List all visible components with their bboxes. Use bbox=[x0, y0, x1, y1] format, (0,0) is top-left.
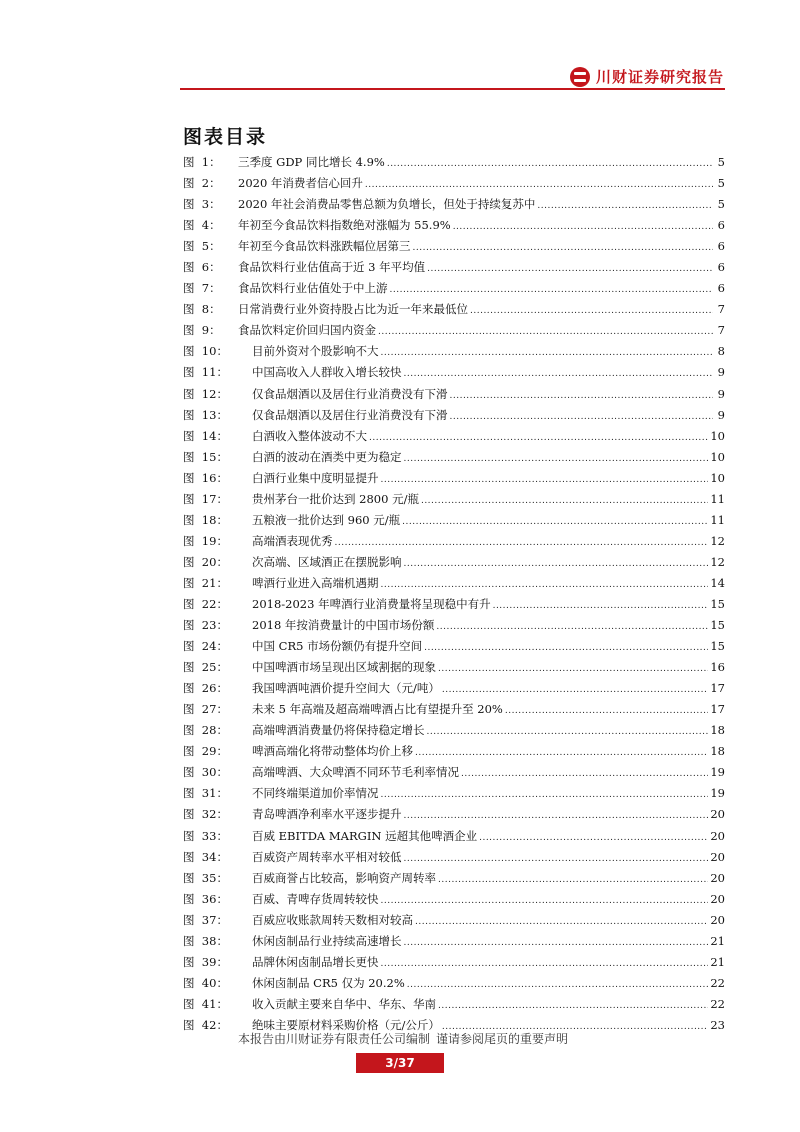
toc-entry-leader bbox=[404, 364, 714, 385]
toc-entry-page[interactable]: 18 bbox=[710, 744, 725, 759]
report-header-brand bbox=[570, 66, 724, 87]
toc-entry-number: 图 41： bbox=[183, 996, 228, 1011]
toc-entry-number: 图 20： bbox=[183, 554, 228, 569]
toc-entry[interactable] bbox=[183, 699, 725, 720]
toc-entry-title[interactable]: 三季度 GDP 同比增长 4.9% bbox=[238, 155, 385, 169]
toc-entry-number: 图 3： bbox=[183, 197, 221, 212]
toc-entry-leader bbox=[438, 996, 708, 1017]
toc-entry-page[interactable]: 16 bbox=[710, 660, 725, 675]
footer-disclaimer-right: 谨请参阅尾页的重要声明 bbox=[436, 1032, 569, 1046]
toc-entry[interactable] bbox=[183, 826, 725, 847]
toc-entry[interactable] bbox=[183, 405, 725, 426]
toc-entry[interactable] bbox=[183, 741, 725, 762]
toc-entry-title[interactable]: 百威资产周转率水平相对较低 bbox=[252, 849, 402, 864]
toc-entry-number: 图 38： bbox=[183, 933, 228, 948]
toc-entry-page[interactable]: 20 bbox=[710, 807, 725, 822]
toc-entry-number: 图 32： bbox=[183, 807, 228, 822]
toc-entry[interactable] bbox=[183, 552, 725, 573]
toc-entry-page[interactable]: 20 bbox=[710, 849, 725, 864]
toc-entry-leader bbox=[381, 954, 709, 975]
toc-entry-page[interactable]: 9 bbox=[717, 407, 725, 422]
toc-entry-number: 图 10： bbox=[183, 344, 228, 359]
toc-entry-leader bbox=[461, 764, 708, 785]
toc-entry-leader bbox=[438, 659, 708, 680]
toc-entry-title[interactable]: 白酒的波动在酒类中更为稳定 bbox=[252, 449, 402, 464]
toc-entry-number: 图 30： bbox=[183, 765, 228, 780]
toc-entry-page[interactable]: 20 bbox=[710, 870, 725, 885]
toc-entry-leader bbox=[453, 217, 713, 238]
toc-entry-page[interactable]: 8 bbox=[717, 344, 725, 359]
toc-entry-title[interactable]: 仅食品烟酒以及居住行业消费没有下滑 bbox=[252, 386, 448, 401]
toc-entry-number: 图 42： bbox=[183, 1017, 228, 1032]
toc-entry[interactable] bbox=[183, 804, 725, 825]
toc-entry-number: 图 29： bbox=[183, 744, 228, 759]
toc-entry-page[interactable]: 10 bbox=[710, 428, 725, 443]
toc-entry[interactable] bbox=[183, 994, 725, 1015]
toc-entry-page[interactable]: 10 bbox=[710, 470, 725, 485]
toc-entry-number: 图 39： bbox=[183, 954, 228, 969]
toc-entry-page[interactable]: 21 bbox=[710, 954, 725, 969]
toc-entry-leader bbox=[421, 491, 708, 512]
toc-entry-title[interactable]: 中国 CR5 市场份额仍有提升空间 bbox=[252, 639, 423, 654]
toc-list bbox=[183, 152, 725, 1036]
toc-entry-number: 图 19： bbox=[183, 533, 228, 548]
toc-entry-leader bbox=[427, 259, 713, 280]
toc-entry-number: 图 25： bbox=[183, 660, 228, 675]
toc-entry[interactable] bbox=[183, 889, 725, 910]
toc-entry-title[interactable]: 次高端、区域酒正在摆脱影响 bbox=[252, 554, 402, 569]
toc-entry-page[interactable]: 5 bbox=[717, 155, 725, 169]
toc-entry-leader bbox=[381, 891, 709, 912]
toc-entry[interactable] bbox=[183, 468, 725, 489]
toc-entry-number: 图 28： bbox=[183, 723, 228, 738]
toc-entry[interactable] bbox=[183, 720, 725, 741]
toc-entry-number: 图 18： bbox=[183, 512, 228, 527]
toc-entry-title[interactable]: 收入贡献主要来自华中、华东、华南 bbox=[252, 996, 436, 1011]
toc-entry-page[interactable]: 9 bbox=[717, 365, 725, 380]
toc-entry[interactable] bbox=[183, 868, 725, 889]
toc-entry-page[interactable]: 6 bbox=[717, 281, 725, 296]
toc-entry-title[interactable]: 休闲卤制品 CR5 仅为 20.2% bbox=[252, 975, 405, 990]
toc-entry-title[interactable]: 五粮液一批价达到 960 元/瓶 bbox=[252, 512, 401, 527]
toc-entry[interactable] bbox=[183, 489, 725, 510]
toc-entry-leader bbox=[404, 554, 709, 575]
toc-entry-title[interactable]: 白酒行业集中度明显提升 bbox=[252, 470, 379, 485]
toc-entry-page[interactable]: 7 bbox=[717, 302, 725, 317]
toc-entry-page[interactable]: 17 bbox=[710, 702, 725, 717]
toc-entry-number: 图 22： bbox=[183, 596, 228, 611]
toc-entry[interactable] bbox=[183, 299, 725, 320]
toc-entry-page[interactable]: 21 bbox=[710, 933, 725, 948]
toc-entry-number: 图 8： bbox=[183, 302, 221, 317]
toc-entry-title[interactable]: 不同终端渠道加价率情况 bbox=[252, 786, 379, 801]
toc-entry-title[interactable]: 仅食品烟酒以及居住行业消费没有下滑 bbox=[252, 407, 448, 422]
toc-entry-leader bbox=[505, 701, 709, 722]
toc-entry[interactable] bbox=[183, 152, 725, 173]
toc-entry-leader bbox=[442, 680, 708, 701]
toc-entry[interactable] bbox=[183, 320, 725, 341]
toc-entry[interactable] bbox=[183, 952, 725, 973]
toc-entry-page[interactable]: 6 bbox=[717, 260, 725, 275]
toc-entry-number: 图 21： bbox=[183, 575, 228, 590]
toc-entry-number: 图 24： bbox=[183, 639, 228, 654]
toc-entry-page[interactable]: 11 bbox=[710, 491, 725, 506]
toc-entry-number: 图 26： bbox=[183, 681, 228, 696]
toc-entry-page[interactable]: 15 bbox=[710, 596, 725, 611]
toc-entry-page[interactable]: 20 bbox=[710, 891, 725, 906]
toc-entry-title[interactable]: 2020 年消费者信心回升 bbox=[238, 176, 363, 191]
company-logo-icon bbox=[570, 67, 590, 87]
toc-entry-title[interactable]: 百威商誉占比较高，影响资产周转率 bbox=[252, 870, 436, 885]
toc-entry[interactable] bbox=[183, 762, 725, 783]
toc-entry[interactable] bbox=[183, 426, 725, 447]
toc-entry[interactable] bbox=[183, 973, 725, 994]
toc-entry-title[interactable]: 2018 年按消费量计的中国市场份额 bbox=[252, 618, 435, 633]
toc-entry-title[interactable]: 百威应收账款周转天数相对较高 bbox=[252, 912, 413, 927]
toc-entry-leader bbox=[387, 154, 713, 175]
toc-entry-page[interactable]: 17 bbox=[710, 681, 725, 696]
toc-entry-number: 图 17： bbox=[183, 491, 228, 506]
toc-entry-number: 图 36： bbox=[183, 891, 228, 906]
toc-entry-page[interactable]: 14 bbox=[710, 575, 725, 590]
toc-entry-title[interactable]: 我国啤酒吨酒价提升空间大（元/吨） bbox=[252, 681, 440, 696]
toc-entry-page[interactable]: 15 bbox=[710, 639, 725, 654]
header-divider bbox=[180, 88, 725, 90]
toc-entry-number: 图 13： bbox=[183, 407, 228, 422]
toc-entry-number: 图 12： bbox=[183, 386, 228, 401]
brand-title: 川财证券研究报告 bbox=[595, 68, 724, 86]
toc-entry-title[interactable]: 年初至今食品饮料指数绝对涨幅为 55.9% bbox=[238, 218, 451, 233]
toc-entry-leader bbox=[404, 933, 709, 954]
toc-entry-page[interactable]: 11 bbox=[710, 512, 725, 527]
toc-entry-number: 图 9： bbox=[183, 323, 221, 338]
toc-entry-leader bbox=[479, 828, 708, 849]
toc-entry-number: 图 7： bbox=[183, 281, 221, 296]
toc-entry[interactable] bbox=[183, 910, 725, 931]
toc-entry-page[interactable]: 20 bbox=[710, 912, 725, 927]
toc-entry[interactable] bbox=[183, 615, 725, 636]
toc-entry-page[interactable]: 12 bbox=[710, 554, 725, 569]
toc-entry-page[interactable]: 10 bbox=[710, 449, 725, 464]
toc-entry[interactable] bbox=[183, 931, 725, 952]
toc-entry-title[interactable]: 青岛啤酒净利率水平逐步提升 bbox=[252, 807, 402, 822]
toc-entry-title[interactable]: 啤酒高端化将带动整体均价上移 bbox=[252, 744, 413, 759]
toc-entry-leader bbox=[402, 512, 708, 533]
toc-entry-number: 图 5： bbox=[183, 239, 221, 254]
toc-entry[interactable] bbox=[183, 362, 725, 383]
toc-entry[interactable] bbox=[183, 215, 725, 236]
toc-entry-leader bbox=[415, 743, 708, 764]
toc-entry-number: 图 27： bbox=[183, 702, 228, 717]
toc-entry-title[interactable]: 2018-2023 年啤酒行业消费量将呈现稳中有升 bbox=[252, 596, 491, 611]
toc-entry-leader bbox=[404, 449, 709, 470]
toc-entry-title[interactable]: 高端啤酒、大众啤酒不同环节毛利率情况 bbox=[252, 765, 459, 780]
toc-entry-number: 图 6： bbox=[183, 260, 221, 275]
toc-entry-number: 图 2： bbox=[183, 176, 221, 191]
toc-entry[interactable] bbox=[183, 257, 725, 278]
toc-entry[interactable] bbox=[183, 341, 725, 362]
toc-entry-title[interactable]: 高端啤酒消费量仍将保持稳定增长 bbox=[252, 723, 425, 738]
toc-entry-title[interactable]: 食品饮料行业估值处于中上游 bbox=[238, 281, 388, 296]
toc-entry-page[interactable]: 19 bbox=[710, 786, 725, 801]
toc-entry-number: 图 35： bbox=[183, 870, 228, 885]
toc-entry[interactable] bbox=[183, 447, 725, 468]
toc-entry[interactable] bbox=[183, 173, 725, 194]
toc-entry[interactable] bbox=[183, 594, 725, 615]
toc-entry-leader bbox=[335, 533, 709, 554]
toc-entry[interactable] bbox=[183, 384, 725, 405]
toc-entry-page[interactable]: 22 bbox=[710, 996, 725, 1011]
toc-entry-title[interactable]: 食品饮料行业估值高于近 3 年平均值 bbox=[238, 260, 426, 275]
toc-entry-leader bbox=[493, 596, 709, 617]
toc-entry-leader bbox=[381, 470, 709, 491]
toc-entry-title[interactable]: 2020 年社会消费品零售总额为负增长，但处于持续复苏中 bbox=[238, 197, 536, 212]
toc-entry-title[interactable]: 未来 5 年高端及超高端啤酒占比有望提升至 20% bbox=[252, 702, 503, 717]
toc-entry-leader bbox=[365, 175, 713, 196]
toc-entry-page[interactable]: 15 bbox=[710, 618, 725, 633]
footer-disclaimer-left: 本报告由川财证券有限责任公司编制 bbox=[237, 1032, 430, 1046]
toc-entry-number: 图 11： bbox=[183, 365, 228, 380]
toc-entry-title[interactable]: 品牌休闲卤制品增长更快 bbox=[252, 954, 379, 969]
toc-entry-title[interactable]: 日常消费行业外资持股占比为近一年来最低位 bbox=[238, 302, 468, 317]
toc-entry-page[interactable]: 7 bbox=[717, 323, 725, 338]
toc-entry-leader bbox=[381, 575, 709, 596]
toc-entry-number: 图 23： bbox=[183, 618, 228, 633]
toc-entry-number: 图 1： bbox=[183, 155, 221, 169]
toc-entry-leader bbox=[390, 280, 714, 301]
toc-entry-leader bbox=[381, 785, 709, 806]
toc-entry-title[interactable]: 百威、青啤存货周转较快 bbox=[252, 891, 379, 906]
toc-entry-title[interactable]: 年初至今食品饮料涨跌幅位居第三 bbox=[238, 239, 411, 254]
toc-entry-leader bbox=[436, 617, 708, 638]
page-number-badge: 3/37 bbox=[356, 1053, 444, 1073]
toc-entry[interactable] bbox=[183, 678, 725, 699]
toc-title: 图表目录 bbox=[183, 126, 268, 148]
toc-entry-number: 图 16： bbox=[183, 470, 228, 485]
toc-entry-page[interactable]: 6 bbox=[717, 239, 725, 254]
toc-entry-leader bbox=[427, 722, 709, 743]
toc-entry-title[interactable]: 食品饮料定价回归国内资金 bbox=[238, 323, 376, 338]
toc-entry[interactable] bbox=[183, 510, 725, 531]
toc-entry-page[interactable]: 6 bbox=[717, 218, 725, 233]
toc-entry-number: 图 33： bbox=[183, 828, 228, 843]
toc-entry-leader bbox=[470, 301, 713, 322]
toc-entry-leader bbox=[404, 806, 709, 827]
toc-entry[interactable] bbox=[183, 573, 725, 594]
toc-entry-title[interactable]: 目前外资对个股影响不大 bbox=[252, 344, 379, 359]
toc-entry-number: 图 40： bbox=[183, 975, 228, 990]
toc-entry-page[interactable]: 5 bbox=[717, 197, 725, 212]
toc-entry-title[interactable]: 休闲卤制品行业持续高速增长 bbox=[252, 933, 402, 948]
toc-entry-number: 图 4： bbox=[183, 218, 221, 233]
toc-entry-page[interactable]: 19 bbox=[710, 765, 725, 780]
toc-entry[interactable] bbox=[183, 531, 725, 552]
toc-entry-leader bbox=[415, 912, 708, 933]
toc-entry-title[interactable]: 贵州茅台一批价达到 2800 元/瓶 bbox=[252, 491, 419, 506]
toc-entry-number: 图 34： bbox=[183, 849, 228, 864]
toc-entry-leader bbox=[381, 343, 714, 364]
toc-entry[interactable] bbox=[183, 657, 725, 678]
toc-entry-number: 图 37： bbox=[183, 912, 228, 927]
toc-entry[interactable] bbox=[183, 236, 725, 257]
toc-entry[interactable] bbox=[183, 847, 725, 868]
toc-entry-leader bbox=[450, 407, 714, 428]
toc-entry-title[interactable]: 啤酒行业进入高端机遇期 bbox=[252, 575, 379, 590]
toc-entry-title[interactable]: 白酒收入整体波动不大 bbox=[252, 428, 367, 443]
toc-entry-leader bbox=[404, 849, 709, 870]
toc-entry-number: 图 14： bbox=[183, 428, 228, 443]
toc-entry[interactable] bbox=[183, 278, 725, 299]
toc-entry[interactable] bbox=[183, 783, 725, 804]
toc-entry-page[interactable]: 9 bbox=[717, 386, 725, 401]
toc-entry-leader bbox=[407, 975, 709, 996]
toc-entry-leader bbox=[369, 428, 708, 449]
toc-entry-leader bbox=[424, 638, 708, 659]
toc-entry-number: 图 15： bbox=[183, 449, 228, 464]
toc-entry-number: 图 31： bbox=[183, 786, 228, 801]
toc-entry-leader bbox=[537, 196, 713, 217]
toc-entry-title[interactable]: 中国啤酒市场呈现出区域割据的现象 bbox=[252, 660, 436, 675]
toc-entry-title[interactable]: 中国高收入人群收入增长较快 bbox=[252, 365, 402, 380]
toc-entry-leader bbox=[413, 238, 714, 259]
footer-disclaimer bbox=[0, 1030, 800, 1047]
toc-entry-page[interactable]: 23 bbox=[710, 1017, 725, 1032]
toc-entry-title[interactable]: 绝味主要原材料采购价格（元/公斤） bbox=[252, 1017, 440, 1032]
toc-entry-page[interactable]: 12 bbox=[710, 533, 725, 548]
toc-entry-title[interactable]: 高端酒表现优秀 bbox=[252, 533, 333, 548]
toc-entry-leader bbox=[450, 386, 714, 407]
toc-entry-page[interactable]: 20 bbox=[710, 828, 725, 843]
toc-entry[interactable] bbox=[183, 194, 725, 215]
toc-entry-leader bbox=[378, 322, 713, 343]
toc-entry-page[interactable]: 5 bbox=[717, 176, 725, 191]
toc-entry-leader bbox=[438, 870, 708, 891]
toc-entry-title[interactable]: 百威 EBITDA MARGIN 远超其他啤酒企业 bbox=[252, 828, 478, 843]
toc-entry[interactable] bbox=[183, 636, 725, 657]
toc-entry-page[interactable]: 18 bbox=[710, 723, 725, 738]
toc-entry-page[interactable]: 22 bbox=[710, 975, 725, 990]
